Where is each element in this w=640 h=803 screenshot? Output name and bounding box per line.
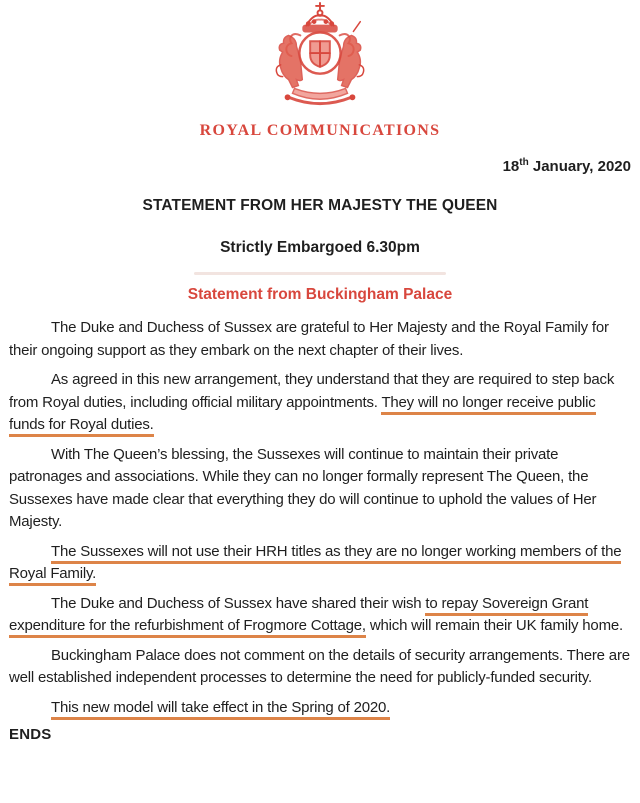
ends-label: ENDS (9, 726, 52, 743)
paragraph-1 (9, 317, 631, 362)
paragraph-3 (9, 444, 631, 534)
paragraph-5 (9, 593, 631, 638)
paragraph-2 (9, 369, 631, 437)
embargo-line: Strictly Embargoed 6.30pm (220, 239, 420, 256)
paragraph-text: As agreed in this new arrangement, they understand that they are required to step back from Royal duties, including official military appointments. (9, 371, 615, 411)
paragraph-text: With The Queen’s blessing, the Sussexes will continue to maintain their private patronages and associations. While they can no longer formally represent The Queen, the Sussexes have made clear that everything they do will continue to uphold the values of Her Majesty. (9, 445, 597, 530)
date-line (0, 157, 640, 175)
paragraph-4 (9, 541, 631, 586)
paragraph-text: Buckingham Palace does not comment on the details of security arrangements. There are well established independent processes to determine the need for publicly-funded security. (9, 646, 630, 686)
paragraph-text: which will remain their UK family home. (365, 617, 623, 634)
underlined-text: They will no longer receive public funds for Royal duties. (9, 394, 596, 438)
statement-title: STATEMENT FROM HER MAJESTY THE QUEEN (142, 197, 498, 214)
faint-underline-mark (194, 272, 446, 275)
royal-coat-of-arms-icon (268, 2, 372, 112)
date-ordinal: th (519, 157, 529, 168)
org-title: ROYAL COMMUNICATIONS (199, 122, 441, 139)
paragraph-6 (9, 645, 631, 690)
date-day: 18 (502, 158, 520, 175)
underlined-text: to repay Sovereign Grant expenditure for the refurbishment of Frogmore Cottage, (9, 595, 588, 639)
paragraph-7 (9, 697, 631, 720)
underlined-text: This new model will take effect in the Spring of 2020. (51, 699, 390, 720)
paragraph-text: The Duke and Duchess of Sussex are grateful to Her Majesty and the Royal Family for their ongoing support as they embark on the next chapter of their lives. (9, 319, 609, 359)
statement-body (0, 317, 640, 719)
subheading-buckingham-palace: Statement from Buckingham Palace (187, 286, 453, 303)
paragraph-text: The Duke and Duchess of Sussex have shared their wish (51, 594, 426, 612)
underlined-text: The Sussexes will not use their HRH titles as they are no longer working members of the Royal Family. (9, 543, 621, 587)
date-rest: January, 2020 (528, 158, 631, 175)
